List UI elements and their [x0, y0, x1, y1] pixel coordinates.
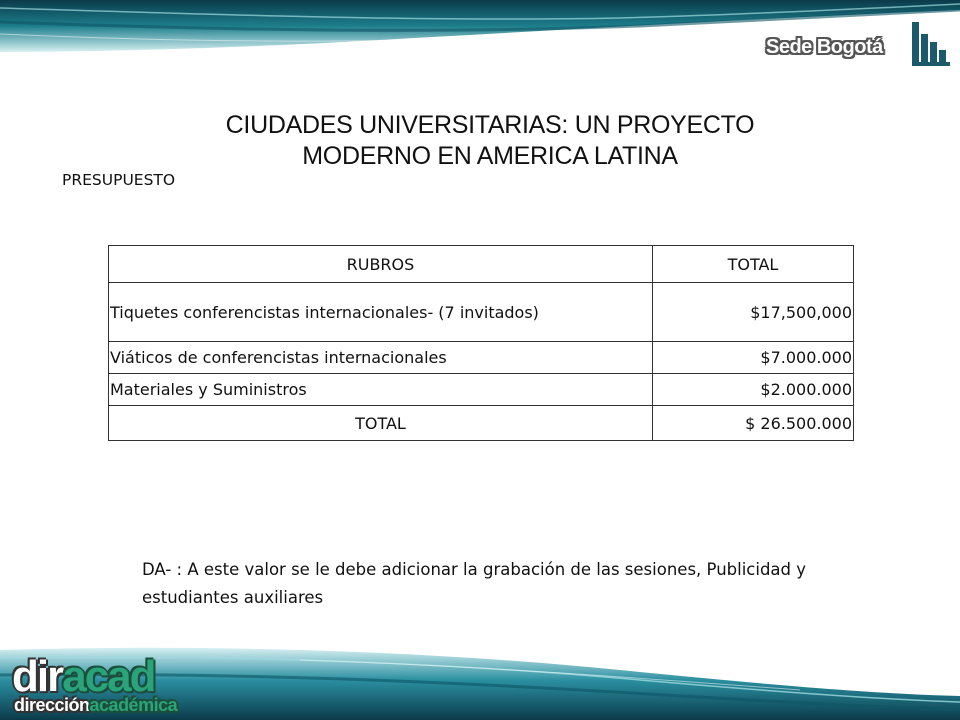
header-rubros: RUBROS — [109, 246, 653, 283]
bars-logo-icon — [912, 22, 952, 66]
direccion-academica-text: direcciónacadémica — [14, 695, 178, 715]
table-row — [109, 283, 854, 342]
row-total: $2.000.000 — [652, 374, 853, 406]
total-value: $ 26.500.000 — [652, 406, 853, 441]
table-row — [109, 342, 854, 374]
section-subtitle: PRESUPUESTO — [62, 171, 176, 189]
total-label: TOTAL — [109, 406, 653, 441]
diracad-wordmark: diracad — [12, 652, 155, 701]
row-item: Materiales y Suministros — [109, 374, 653, 406]
row-item: Viáticos de conferencistas internacionales — [109, 342, 653, 374]
sede-bogota-logo — [766, 22, 956, 70]
sede-logo-text: Sede Bogotá — [766, 36, 883, 58]
row-item: Tiquetes conferencistas internacionales- (7 invitados) — [109, 283, 653, 342]
budget-table — [108, 245, 854, 441]
total-row — [109, 406, 854, 441]
budget-note: DA- : A este valor se le debe adicionar la grabación de las sesiones, Publicidad y estudiantes auxiliares — [142, 560, 807, 607]
table-header-row — [109, 246, 854, 283]
diracad-logo — [10, 652, 220, 719]
page-title: CIUDADES UNIVERSITARIAS: UN PROYECTO MODERNO EN AMERICA LATINA — [225, 111, 755, 170]
header-total: TOTAL — [652, 246, 853, 283]
row-total: $7.000.000 — [652, 342, 853, 374]
table-row — [109, 374, 854, 406]
row-total: $17,500,000 — [652, 283, 853, 342]
